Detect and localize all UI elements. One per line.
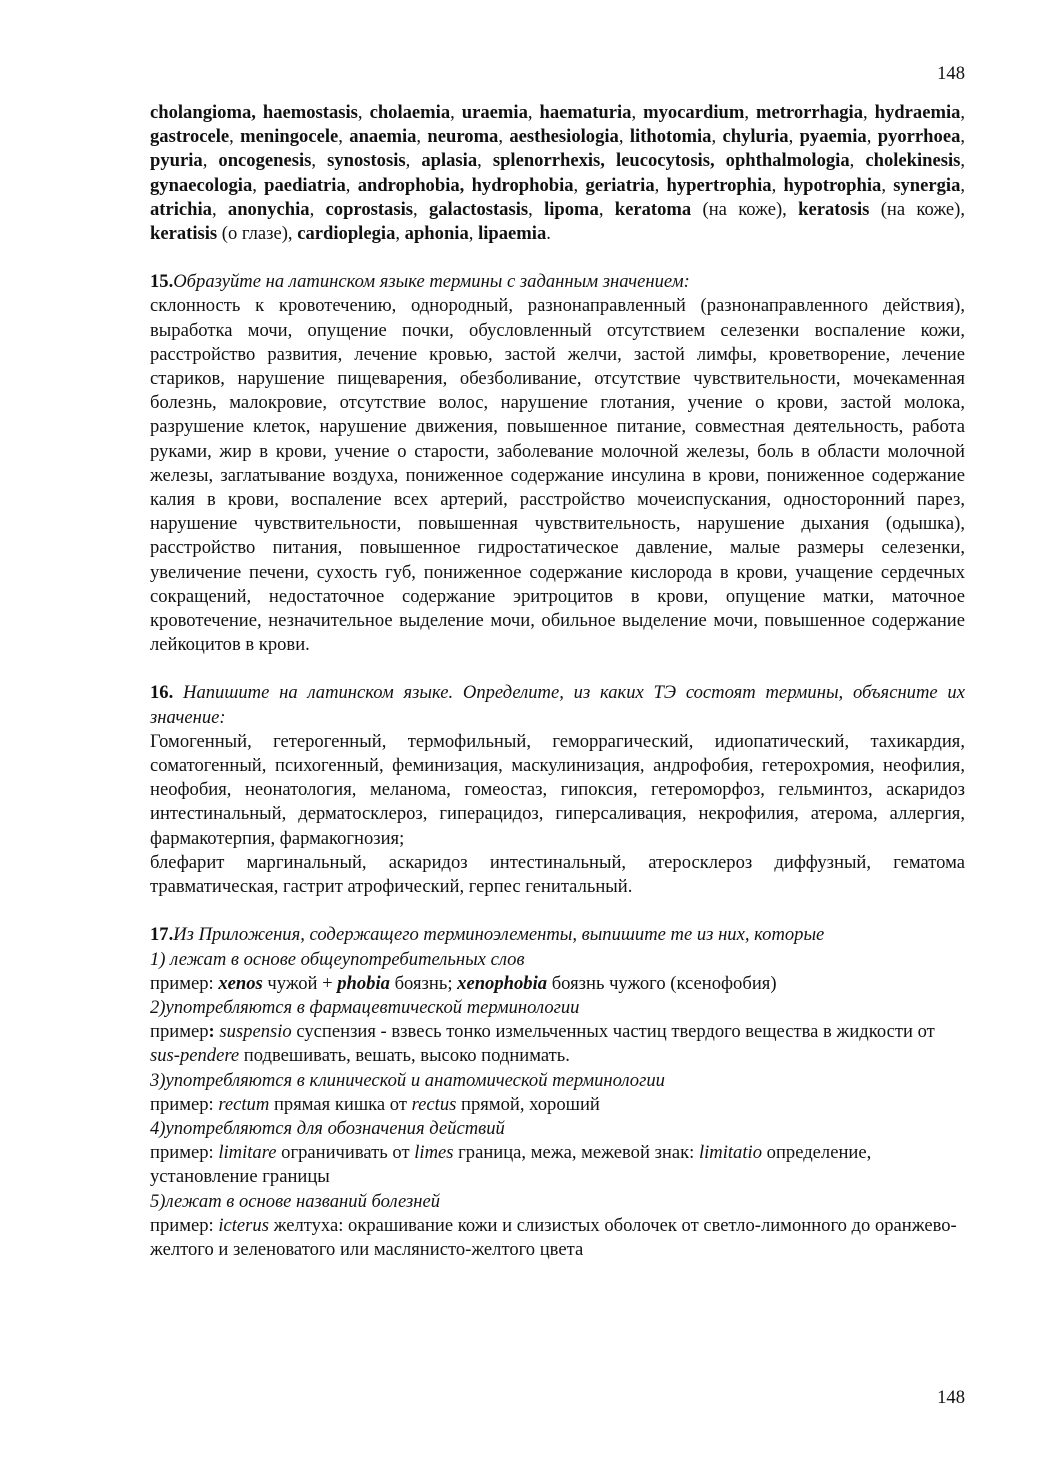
term: myocardium: [643, 102, 745, 123]
text-run: ,: [477, 150, 493, 172]
term: icterus: [218, 1214, 269, 1236]
term: pyuria: [150, 150, 203, 172]
term: paediatria: [264, 174, 346, 196]
term: xenos: [218, 972, 263, 994]
text-run: пример:: [150, 972, 219, 994]
term: cholaemia: [369, 102, 451, 123]
text-run: ,: [598, 198, 615, 220]
text-run: пример: [150, 1021, 209, 1043]
term: pyorrhoea: [877, 126, 961, 148]
text-run: ,: [211, 198, 228, 220]
term: metrorrhagia: [755, 102, 864, 123]
section-17-number: 17.: [150, 924, 174, 946]
section-17-item-3-example: [150, 1093, 965, 1117]
text-run: ,: [573, 174, 586, 196]
section-16: [150, 681, 965, 899]
term: limitatio: [698, 1142, 762, 1164]
text-run: ,: [881, 174, 894, 196]
section-17-item-1-example: [150, 972, 965, 996]
section-15-heading: [150, 270, 965, 294]
term: :: [208, 1021, 215, 1043]
text-run: ,: [252, 174, 265, 196]
term: phobia: [337, 972, 390, 994]
term: cholekinesis: [865, 150, 961, 172]
term: coprostasis: [325, 198, 413, 220]
term: haematuria: [539, 102, 632, 123]
text-run: ,: [412, 198, 429, 220]
text-run: желтуха: окрашивание кожи и слизистых оболочек от светло-лимонного до оранжево-желтого и зеленоватого или маслянисто-желтого цвета: [150, 1214, 957, 1260]
term: cholangioma, haemostasis: [150, 102, 358, 123]
text-run: ,: [654, 174, 667, 196]
term: atrichia: [150, 198, 212, 220]
section-17-item-4-label: 4)употребляются для обозначения действий: [150, 1117, 505, 1139]
term: chyluria: [722, 126, 789, 148]
term: anonychia: [227, 198, 310, 220]
term: androphobia, hydrophobia: [357, 174, 574, 196]
text-run: ,: [450, 102, 462, 123]
section-17-item-2-label: 2)употребляются в фармацевтической терминологии: [150, 996, 580, 1018]
text-run: подвешивать, вешать, высоко поднимать.: [239, 1045, 570, 1067]
term: aplasia: [421, 150, 478, 172]
term: lipoma: [544, 198, 599, 220]
text-run: (на коже),: [869, 198, 966, 220]
text-run: ,: [618, 126, 630, 148]
text-run: определение, установление границы: [150, 1142, 872, 1188]
term: synergia: [893, 174, 961, 196]
term: neuroma: [427, 126, 499, 148]
text-run: ,: [309, 198, 326, 220]
text-run: боязнь чужого (ксенофобия): [547, 972, 777, 994]
text-run: ,: [338, 126, 350, 148]
term: synostosis: [327, 150, 406, 172]
term: lithotomia: [629, 126, 712, 148]
text-run: суспензия - взвесь тонко измельченных частиц твердого вещества в жидкости от: [291, 1021, 935, 1043]
section-15: [150, 270, 965, 657]
page-content: [150, 101, 965, 1262]
text-run: пример:: [150, 1214, 219, 1236]
term: geriatria: [585, 174, 655, 196]
term: rectum: [218, 1093, 270, 1115]
text-run: (о глазе),: [217, 223, 298, 245]
text-run: ,: [744, 102, 756, 123]
text-run: ,: [960, 174, 966, 196]
text-run: граница, межа, межевой знак:: [453, 1142, 699, 1164]
text-run: ,: [711, 126, 723, 148]
term: keratisis: [150, 223, 218, 245]
term: lipaemia: [478, 223, 547, 245]
text-run: ,: [311, 150, 328, 172]
text-run: ,: [863, 102, 875, 123]
text-run: ,: [498, 126, 510, 148]
text-run: ,: [202, 150, 219, 172]
term: limitare: [218, 1142, 277, 1164]
section-16-title: Напишите на латинском языке. Определите, из каких ТЭ состоят термины, объясните их значение:: [150, 682, 965, 728]
section-15-title: Образуйте на латинском языке термины с заданным значением:: [173, 271, 690, 293]
term: hydraemia: [874, 102, 961, 123]
section-17: [150, 923, 965, 1262]
text-run: боязнь;: [389, 972, 458, 994]
term: xenophobia: [457, 972, 548, 994]
text-run: ,: [468, 223, 479, 245]
text-run: ,: [960, 102, 966, 123]
text-run: ,: [416, 126, 428, 148]
section-17-item-2-example: [150, 1020, 965, 1068]
term: limes: [414, 1142, 454, 1164]
text-run: прямой, хороший: [456, 1093, 600, 1115]
text-run: ,: [960, 126, 966, 148]
text-run: .: [546, 223, 551, 245]
term: cardioplegia: [297, 223, 396, 245]
text-run: ,: [771, 174, 784, 196]
text-run: ,: [631, 102, 644, 123]
term: suspensio: [219, 1021, 292, 1043]
text-run: ,: [960, 150, 966, 172]
text-run: прямая кишка от: [269, 1093, 412, 1115]
section-16-body-2: блефарит маргинальный, аскаридоз интестинальный, атеросклероз диффузный, гематома травматическая, гастрит атрофический, герпес генитальный.: [150, 851, 965, 898]
intro-paragraph: [150, 101, 965, 246]
section-17-item-3-label: 3)употребляются в клинической и анатомической терминологии: [150, 1069, 665, 1091]
section-17-item-1-label: 1) лежат в основе общеупотребительных слов: [150, 948, 525, 970]
term: aesthesiologia: [509, 126, 619, 148]
term: keratoma: [614, 198, 692, 220]
page-number-bottom: 148: [937, 1387, 965, 1408]
page-number-top: 148: [937, 63, 965, 84]
text-run: ,: [357, 102, 370, 123]
text-run: ограничивать от: [276, 1142, 415, 1164]
section-16-body-1: Гомогенный, гетерогенный, термофильный, геморрагический, идиопатический, тахикардия, соматогенный, психогенный, феминизация, маскулинизация, андрофобия, гетерохромия, неофилия, неофобия, неонатология, меланома, гомеостаз, гипоксия, гетероморфоз, гельминтоз, аскаридоз интестинальный, дерматосклероз, гиперацидоз, гиперсаливация, некрофилия, атерома, аллергия, фармакотерпия, фармакогнозия;: [150, 730, 965, 849]
term: keratosis: [798, 198, 870, 220]
section-15-body: склонность к кровотечению, однородный, разнонаправленный (разнонаправленного действия), выработка мочи, опущение почки, обусловленный отсутствием селезенки воспаление кожи, расстройство развития, лечение кровью, застой желчи, застой лимфы, кроветворение, лечение стариков, нарушение пищеварения, обезболивание, отсутствие чувствительности, мочекаменная болезнь, малокровие, отсутствие волос, нарушение глотания, учение о крови, застой молока, разрушение клеток, нарушение движения, повышенное питание, совместная деятельность, работа руками, жир в крови, учение о старости, заболевание молочной железы, боль в области молочной железы, заглатывание воздуха, пониженное содержание инсулина в крови, пониженное содержание калия в крови, воспаление всех артерий, расстройство мочеиспускания, односторонний парез, нарушение чувствительности, повышенная чувствительность, нарушение дыхания (одышка), расстройство питания, повышенное гидростатическое давление, малые размеры селезенки, увеличение печени, сухость губ, пониженное содержание кислорода в крови, учащение сердечных сокращений, недостаточное содержание эритроцитов в крови, опущение матки, маточное кровотечение, незначительное выделение мочи, обильное выделение мочи, повышенное содержание лейкоцитов в крови.: [150, 295, 965, 656]
text-run: ,: [849, 150, 866, 172]
term: aphonia: [404, 223, 469, 245]
text-run: ,: [229, 126, 241, 148]
term: galactostasis: [428, 198, 529, 220]
text-run: ,: [788, 126, 800, 148]
section-17-item-5-example: [150, 1214, 965, 1262]
text-run: (на коже),: [691, 198, 799, 220]
section-17-item-4-example: [150, 1141, 965, 1189]
term: gynaecologia: [150, 174, 253, 196]
term: hypotrophia: [783, 174, 882, 196]
term: hypertrophia: [666, 174, 772, 196]
term: rectus: [411, 1093, 457, 1115]
text-run: ,: [866, 126, 878, 148]
term: meningocele: [240, 126, 339, 148]
term: pyaemia: [799, 126, 867, 148]
section-16-number: 16.: [150, 682, 174, 704]
text-run: ,: [527, 102, 540, 123]
text-run: пример:: [150, 1142, 219, 1164]
text-run: ,: [395, 223, 405, 245]
text-run: чужой +: [262, 972, 338, 994]
text-run: ,: [528, 198, 545, 220]
section-17-item-5-label: 5)лежат в основе названий болезней: [150, 1190, 441, 1212]
term: oncogenesis: [218, 150, 312, 172]
section-15-number: 15.: [150, 271, 174, 293]
text-run: ,: [405, 150, 422, 172]
section-16-heading: [150, 681, 965, 729]
text-run: ,: [345, 174, 358, 196]
term: sus-pendere: [150, 1045, 240, 1067]
text-run: пример:: [150, 1093, 219, 1115]
section-17-title: Из Приложения, содержащего терминоэлементы, выпишите те из них, которые: [173, 924, 825, 946]
section-17-heading: [150, 923, 965, 947]
term: splenorrhexis, leucocytosis, ophthalmologia: [492, 150, 850, 172]
term: gastrocele: [150, 126, 230, 148]
term: anaemia: [349, 126, 417, 148]
term: uraemia: [461, 102, 528, 123]
